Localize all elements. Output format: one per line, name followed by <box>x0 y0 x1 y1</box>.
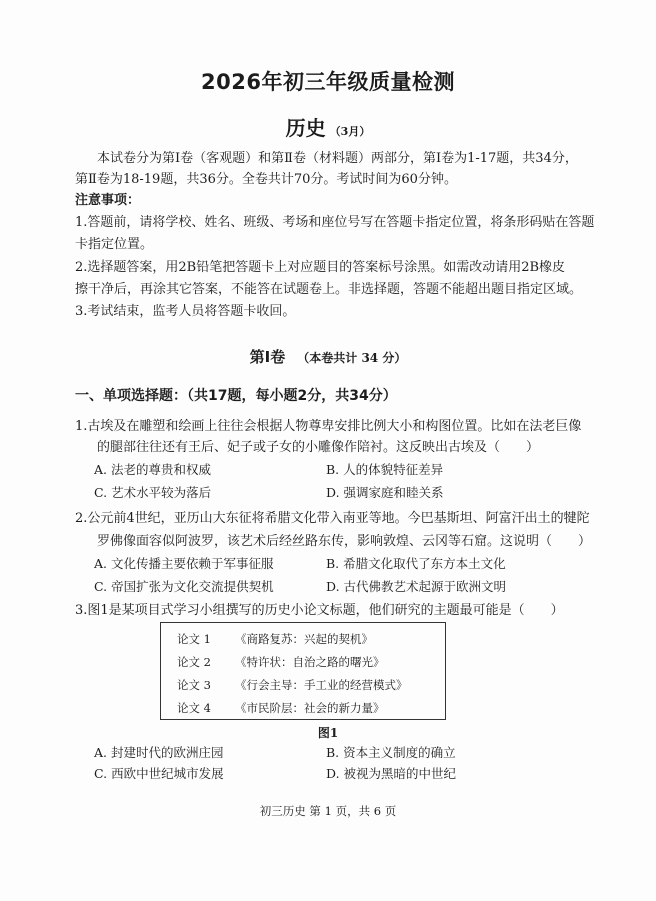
paper-item <box>177 677 408 693</box>
q2-stem-line-2: 罗佛像面容似阿波罗，该艺术后经丝路东传，影响敦煌、云冈等石窟。这说明（ ） <box>97 534 592 549</box>
paper-label: 论文 1 <box>177 632 211 646</box>
exam-month: （3月） <box>329 125 371 138</box>
q3-stem-line-1: 3.图1是某项目式学习小组撰写的历史小论文标题，他们研究的主题最可能是（ ） <box>75 603 564 618</box>
intro-line-1: 本试卷分为第Ⅰ卷（客观题）和第Ⅱ卷（材料题）两部分，第Ⅰ卷为1-17题，共34分， <box>97 151 578 166</box>
page-footer: 初三历史 第 1 页，共 6 页 <box>259 804 397 818</box>
q3-option-a: A. 封建时代的欧洲庄园 <box>94 745 224 760</box>
q1-option-c: C. 艺术水平较为落后 <box>94 485 212 500</box>
intro-line-2: 第Ⅱ卷为18-19题，共36分。全卷共计70分。考试时间为60分钟。 <box>75 172 457 187</box>
exam-title: 2026年初三年级质量检测 <box>201 70 455 94</box>
q3-option-d: D. 被视为黑暗的中世纪 <box>326 766 457 781</box>
q1-option-d: D. 强调家庭和睦关系 <box>326 485 444 500</box>
part-1-heading <box>0 346 656 367</box>
subject-heading <box>0 112 656 141</box>
paper-title: 《行会主导：手工业的经营模式》 <box>235 678 408 692</box>
note-1-line-2: 卡指定位置。 <box>75 237 154 252</box>
q1-stem-line-2: 的腿部往往还有王后、妃子或子女的小雕像作陪衬。这反映出古埃及（ ） <box>97 440 540 455</box>
note-2-line-1: 2.选择题答案，用2B铅笔把答题卡上对应题目的答案标号涂黑。如需改动请用2B橡皮 <box>75 260 566 275</box>
q1-stem-line-1: 1.古埃及在雕塑和绘画上往往会根据人物尊卑安排比例大小和构图位置。比如在法老巨像 <box>75 419 582 434</box>
section-1-heading: 一、单项选择题：（共17题，每小题2分，共34分） <box>75 388 397 404</box>
q3-option-c: C. 西欧中世纪城市发展 <box>94 766 224 781</box>
note-3: 3.考试结束，监考人员将答题卡收回。 <box>75 304 296 319</box>
q2-option-d: D. 古代佛教艺术起源于欧洲文明 <box>326 579 507 594</box>
paper-label: 论文 4 <box>177 701 211 715</box>
figure-1-paper-list <box>160 622 446 720</box>
paper-item <box>177 631 373 647</box>
part-1-note: （本卷共计 34 分） <box>297 351 407 365</box>
notes-heading: 注意事项： <box>75 193 141 208</box>
q2-option-b: B. 希腊文化取代了东方本土文化 <box>326 556 506 571</box>
subject-name: 历史 <box>285 116 326 140</box>
paper-label: 论文 3 <box>177 678 211 692</box>
q1-option-b: B. 人的体貌特征差异 <box>326 462 444 477</box>
paper-title: 《商路复苏：兴起的契机》 <box>235 632 373 646</box>
note-1-line-1: 1.答题前，请将学校、姓名、班级、考场和座位号写在答题卡指定位置，将条形码贴在答题 <box>75 215 595 230</box>
figure-1-caption: 图1 <box>317 726 339 740</box>
q2-option-a: A. 文化传播主要依赖于军事征服 <box>94 556 274 571</box>
q2-option-c: C. 帝国扩张为文化交流提供契机 <box>94 579 274 594</box>
paper-label: 论文 2 <box>177 655 211 669</box>
paper-item <box>177 700 385 716</box>
paper-title: 《市民阶层：社会的新力量》 <box>235 701 385 715</box>
q1-option-a: A. 法老的尊贵和权威 <box>94 462 211 477</box>
note-2-line-2: 擦干净后，再涂其它答案，不能答在试题卷上。非选择题，答题不能超出题目指定区域。 <box>75 282 583 297</box>
paper-item <box>177 654 385 670</box>
part-1-title: 第Ⅰ卷 <box>249 348 286 366</box>
q2-stem-line-1: 2.公元前4世纪，亚历山大东征将希腊文化带入南亚等地。今巴基斯坦、阿富汗出土的犍陀 <box>75 511 590 526</box>
paper-title: 《特许状：自治之路的曙光》 <box>235 655 385 669</box>
q3-option-b: B. 资本主义制度的确立 <box>326 745 456 760</box>
